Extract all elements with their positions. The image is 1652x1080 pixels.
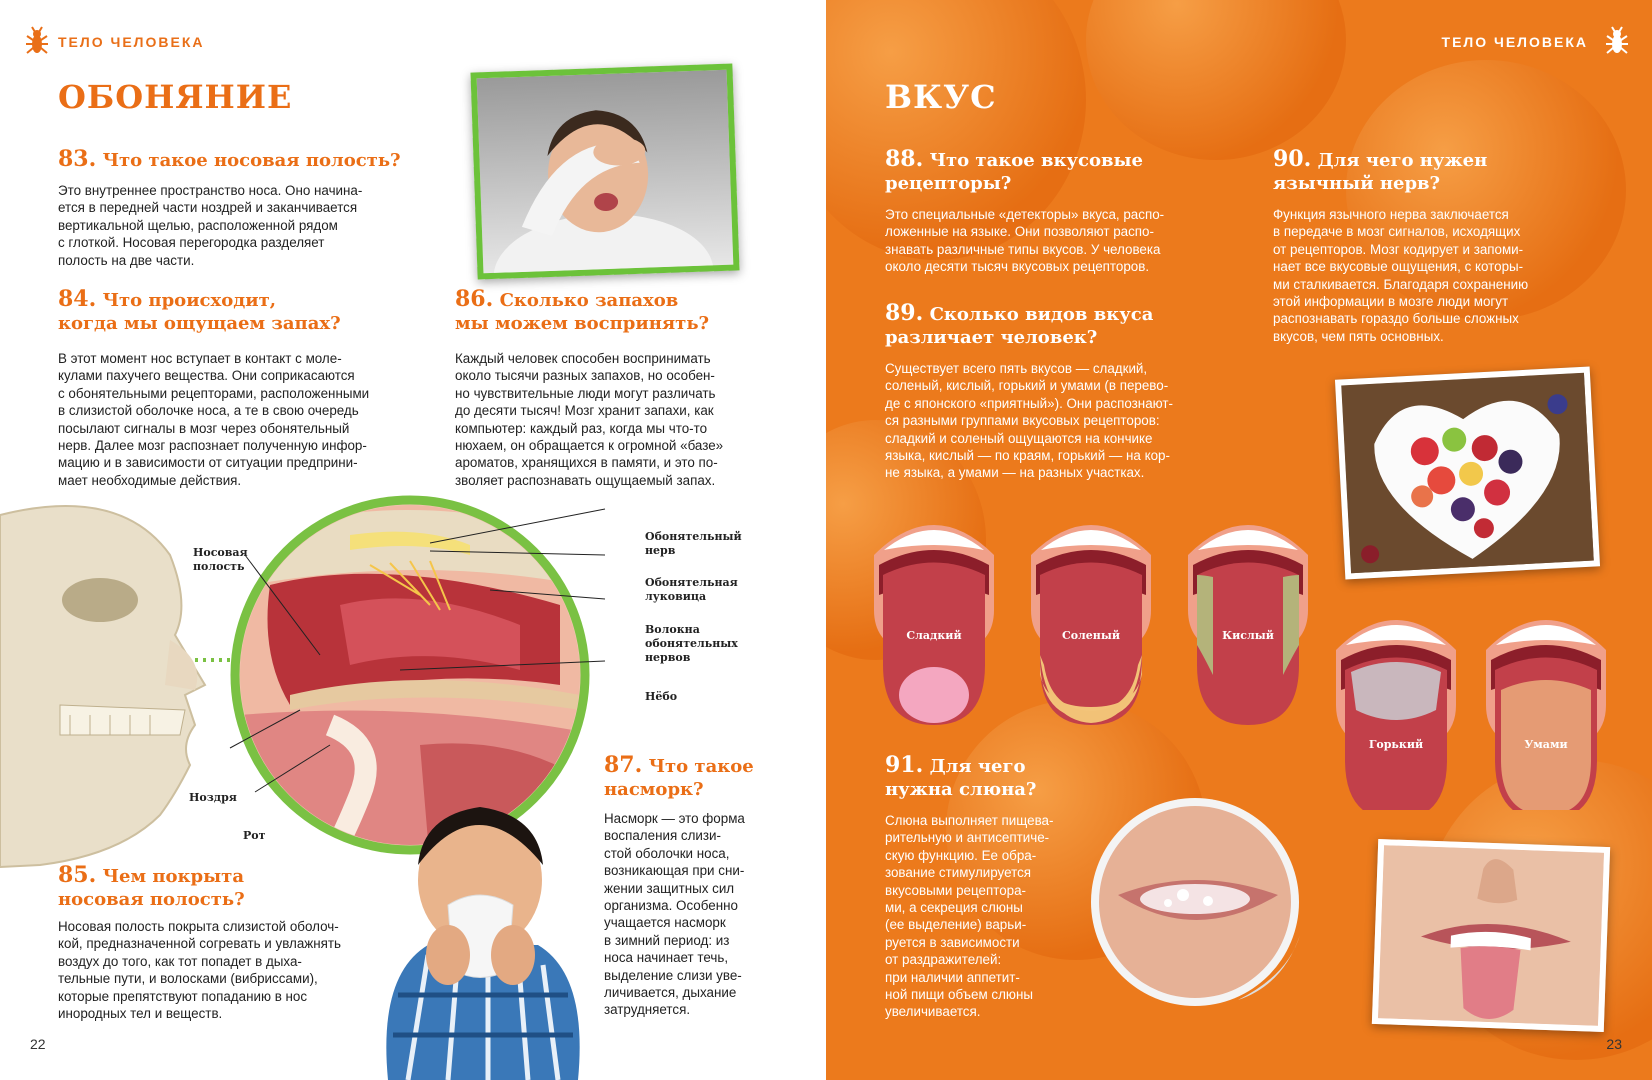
tongue-sweet [874,525,994,725]
question-89-title: 89. Сколько видов вкуса различает человек? [885,300,1154,348]
saliva-lips-photo [1088,795,1303,1010]
tongue-label-salty: Соленый [1061,629,1121,642]
question-90-body: Функция язычного нерва заключается в передаче в мозг сигналов, исходящих от рецепторов. Мозг кодирует и запоми- нает все вкусовые ощущения, с которы- ми сталкивается. Благодаря сохранению этой информации в мозге люди могут распознавать гораздо больше сложных вкусов, чем пять основных. [1273,207,1529,344]
question-85-body: Носовая полость покрыта слизистой оболоч- кой, предназначенной согревать и увлажнять воздух до того, как тот попадет в дыха- тельные пути, и волосками (вибриссами), которые препятствуют попаданию в нос инородных тел и веществ. [58,919,341,1022]
label-olfactory-bulb: Обонятельная луковица [645,576,738,603]
fruit-bowl-photo [1335,366,1600,579]
running-header: ТЕЛО ЧЕЛОВЕКА [58,34,205,50]
label-nasal-cavity: Носовая полость [193,546,248,573]
section-title: ОБОНЯНИЕ [58,78,293,116]
tongue-label-sweet: Сладкий [906,629,962,642]
page-number: 23 [1606,1036,1622,1052]
question-91-body: Слюна выполняет пищева- рительную и антисептиче- скую функцию. Ее обра- зование стимулируется вкусовыми рецептора- ми, а секреция слюны (ее выделение) варьи- руется в зависимости от раздражителей: при наличии аппетит- ной пищи объем слюны увеличивается. [885,813,1054,1020]
section-title: ВКУС [885,78,997,116]
question-85-title: 85. Чем покрыта носовая полость? [58,862,245,910]
insect-icon [24,26,50,56]
question-90-title: 90. Для чего нужен язычный нерв? [1273,146,1488,194]
question-83-title: 83. Что такое носовая полость? [58,146,401,172]
question-88-title: 88. Что такое вкусовые рецепторы? [885,146,1143,194]
question-84-title: 84. Что происходит, когда мы ощущаем запах? [58,286,341,334]
question-86-body: Каждый человек способен воспринимать около тысячи разных запахов, но особен- но чувствительные люди могут различать до десяти тысяч! Мозг хранит запахи, как компьютер: каждый раз, когда мы что-то нюхаем, он обращается к огромной «базе» ароматов, хранящихся в памяти, и это по- зволяет распознавать ощущаемый запах. [455,351,724,488]
child-tongue-photo [1372,839,1610,1032]
label-nerve-fibers: Волокна обонятельных нервов [645,623,738,664]
running-header: ТЕЛО ЧЕЛОВЕКА [1441,34,1588,50]
tongue-label-sour: Кислый [1222,629,1274,642]
question-89-body: Существует всего пять вкусов — сладкий, соленый, кислый, горький и умами (в перево- де с японского «приятный»). Они распознают- ся разными группами вкусовых рецепторов: сладкий и соленый ощущаются на кончике языка, кислый — по краям, горький — на кор- не языка, а умами — на разных участках. [885,361,1173,481]
tongue-bitter [1336,620,1456,810]
question-86-title: 86. Сколько запахов мы можем воспринять? [455,286,710,334]
tongue-sour [1188,525,1308,725]
label-nostril: Ноздря [189,791,237,804]
question-87-body: Насморк — это форма воспаления слизи- стой оболочки носа, возникающая при сни- жении защитных сил организма. Особенно учащается насморк в зимний период: из носа начинает течь, выделение слизи уве- личивается, дыхание затрудняется. [604,811,745,1018]
tongue-umami [1486,620,1606,810]
question-84-body: В этот момент нос вступает в контакт с моле- кулами пахучего вещества. Они соприкасаются с обонятельными рецепторами, расположенными в слизистой оболочке носа, а те в свою очередь посылают сигналы в мозг через обонятельный нерв. Далее мозг распознает полученную инфор- мацию и в зависимости от ситуации предприни- мает необходимые действия. [58,351,370,488]
boy-holding-nose-photo [470,63,739,279]
insect-icon [1604,26,1630,56]
tongue-label-bitter: Горький [1368,738,1424,751]
tongue-salty [1031,525,1151,725]
label-mouth: Рот [243,829,266,842]
question-83-body: Это внутреннее пространство носа. Оно начина- ется в передней части ноздрей и заканчивается вертикальной щелью, расположенной рядом с глоткой. Носовая перегородка разделяет полость на две части. [58,183,363,268]
tongue-label-umami: Умами [1524,738,1568,751]
question-87-title: 87. Что такое насморк? [604,752,754,800]
label-palate: Нёбо [645,690,678,703]
page-number: 22 [30,1036,46,1052]
label-olfactory-nerve: Обонятельный нерв [645,530,742,557]
boy-with-tissue-photo [368,795,593,1080]
question-88-body: Это специальные «детекторы» вкуса, распо- ложенные на языке. Они позволяют распо- знавать различные типы вкусов. У человека около десяти тысяч вкусовых рецепторов. [885,207,1165,275]
question-91-title: 91. Для чего нужна слюна? [885,752,1037,800]
